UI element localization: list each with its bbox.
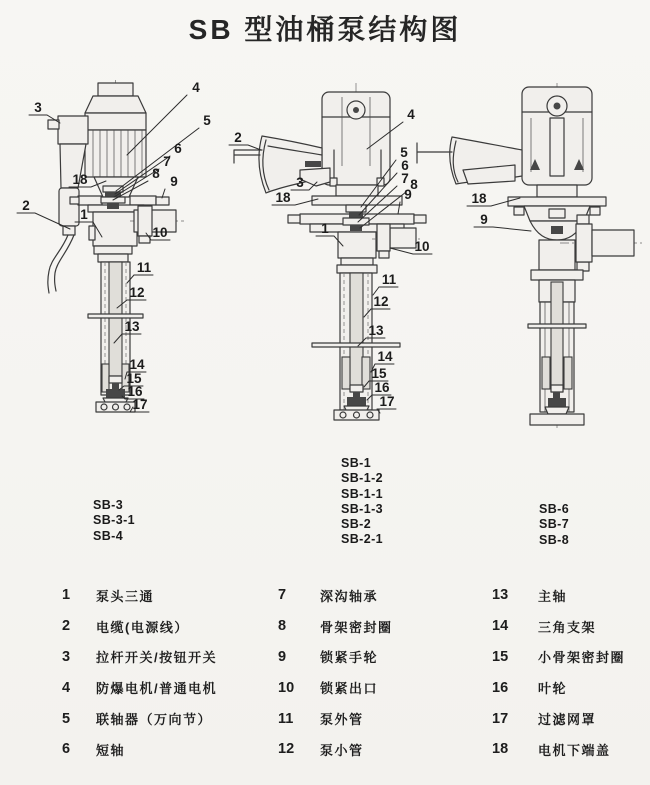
switch-handle [259,136,330,193]
legend-item-number: 5 [62,710,71,727]
legend-item-number: 7 [278,587,287,604]
legend-item [278,703,393,734]
callout-2: 2 [22,198,30,213]
callout-1: 1 [321,221,329,236]
legend-item-name: 电缆(电源线） [96,619,189,635]
model-label: SB-4 [93,528,124,543]
callout-8: 8 [410,177,418,192]
motor [312,92,402,205]
legend-item-number: 1 [62,587,71,604]
callout-18: 18 [471,191,487,206]
model-label: SB-6 [539,502,570,516]
callout-3: 3 [34,100,42,115]
legend-column-1 [62,580,217,765]
legend-item-name: 短轴 [96,742,126,758]
legend-item [278,734,393,765]
callout-11: 11 [136,260,152,275]
callout-9: 9 [404,187,412,202]
callout-16: 16 [374,380,390,395]
callout-9: 9 [480,212,488,227]
legend-item-number: 13 [492,587,509,604]
legend-item [492,703,625,734]
legend-item-name: 联轴器（万向节） [96,712,213,728]
callout-1: 1 [80,207,88,222]
pump-head [89,206,184,262]
legend-item-number: 4 [62,679,71,696]
callout-7: 7 [163,154,171,169]
power-cable [48,235,74,293]
power-cable [234,150,262,163]
callout-3: 3 [296,175,304,190]
legend-item-name: 骨架密封圈 [320,619,393,635]
legend-item [492,734,625,765]
legend-item-name: 电机下端盖 [538,742,611,758]
callout-13: 13 [124,319,140,334]
model-label: SB-2 [341,517,372,532]
model-label: SB-2-1 [341,532,383,547]
callout-6: 6 [401,158,409,173]
legend-item [62,734,217,765]
model-list-middle [341,456,383,548]
model-list-right [539,502,569,548]
model-label: SB-1-2 [341,471,383,486]
legend-item-number: 10 [278,679,295,696]
model-label: SB-3 [93,498,124,512]
legend-item-name: 泵外管 [320,712,364,728]
legend-item-name: 三角支架 [538,619,597,635]
callout-15: 15 [371,366,387,381]
legend-item-name: 叶轮 [538,681,568,697]
model-label: SB-3-1 [93,513,135,528]
legend-item-number: 14 [492,618,509,635]
pump-right-drawing [417,83,645,428]
motor [508,87,606,206]
legend-item-name: 泵头三通 [96,588,155,604]
legend-item [278,611,393,642]
callout-10: 10 [152,225,168,240]
legend-item-number: 16 [492,679,509,696]
callout-16: 16 [127,384,143,399]
legend-item [278,672,393,703]
legend-item-number: 9 [278,648,287,665]
legend-item-name: 主轴 [538,588,568,604]
legend-item-name: 泵小管 [320,742,364,758]
legend-item [492,642,625,673]
model-list-left [93,498,135,544]
legend-item [278,642,393,673]
callout-5: 5 [203,113,211,128]
callout-10: 10 [414,239,430,254]
callout-15: 15 [126,371,142,386]
motor [85,83,146,197]
callout-13: 13 [368,323,384,338]
page-title: SB 型油桶泵结构图 [188,14,462,45]
callout-12: 12 [373,294,389,309]
legend-column-3 [492,580,625,765]
callout-5: 5 [400,145,408,160]
legend-item [62,611,217,642]
legend-item [62,703,217,734]
legend-item [62,580,217,611]
model-label: SB-1-1 [341,486,383,501]
callout-18: 18 [275,190,291,205]
legend-item-number: 15 [492,648,509,665]
legend-item [492,580,625,611]
callout-11: 11 [381,272,397,287]
legend-item [492,672,625,703]
legend-item-number: 11 [278,710,294,727]
pump-middle-drawing [229,83,432,423]
model-label: SB-1 [341,456,372,470]
legend-item [62,672,217,703]
legend-item-number: 3 [62,648,71,665]
legend-item-name: 防爆电机/普通电机 [96,681,218,697]
legend-item-number: 6 [62,741,71,758]
legend-item-name: 锁紧出口 [320,681,379,697]
switch-handle [450,137,522,184]
model-label: SB-7 [539,517,570,532]
legend-item-name: 深沟轴承 [320,588,379,604]
callout-17: 17 [379,394,395,409]
callout-6: 6 [174,141,182,156]
legend-item [62,642,217,673]
callout-7: 7 [401,171,409,186]
legend-item-number: 18 [492,741,509,758]
callout-9: 9 [170,174,178,189]
callout-4: 4 [407,107,415,122]
pump-left-drawing [17,80,211,414]
callout-4: 4 [192,80,200,95]
callout-2: 2 [234,130,242,145]
power-cable [417,143,452,163]
callout-14: 14 [129,357,145,372]
legend-item-name: 拉杆开关/按钮开关 [96,650,218,666]
legend-item-number: 17 [492,710,509,727]
legend-item [278,580,393,611]
callout-12: 12 [129,285,145,300]
model-label: SB-8 [539,532,570,547]
legend-item-name: 小骨架密封圈 [538,650,626,666]
legend-item-number: 12 [278,741,295,758]
callout-14: 14 [377,349,393,364]
callout-17: 17 [132,397,148,412]
legend-item-name: 过滤网罩 [538,712,597,728]
callout-8: 8 [152,166,160,181]
model-label: SB-1-3 [341,501,383,516]
legend-item-name: 锁紧手轮 [320,650,379,666]
callout-18: 18 [72,172,88,187]
legend-item-number: 8 [278,618,287,635]
legend-column-2 [278,580,393,765]
legend-item-number: 2 [62,618,71,635]
legend-item [492,611,625,642]
